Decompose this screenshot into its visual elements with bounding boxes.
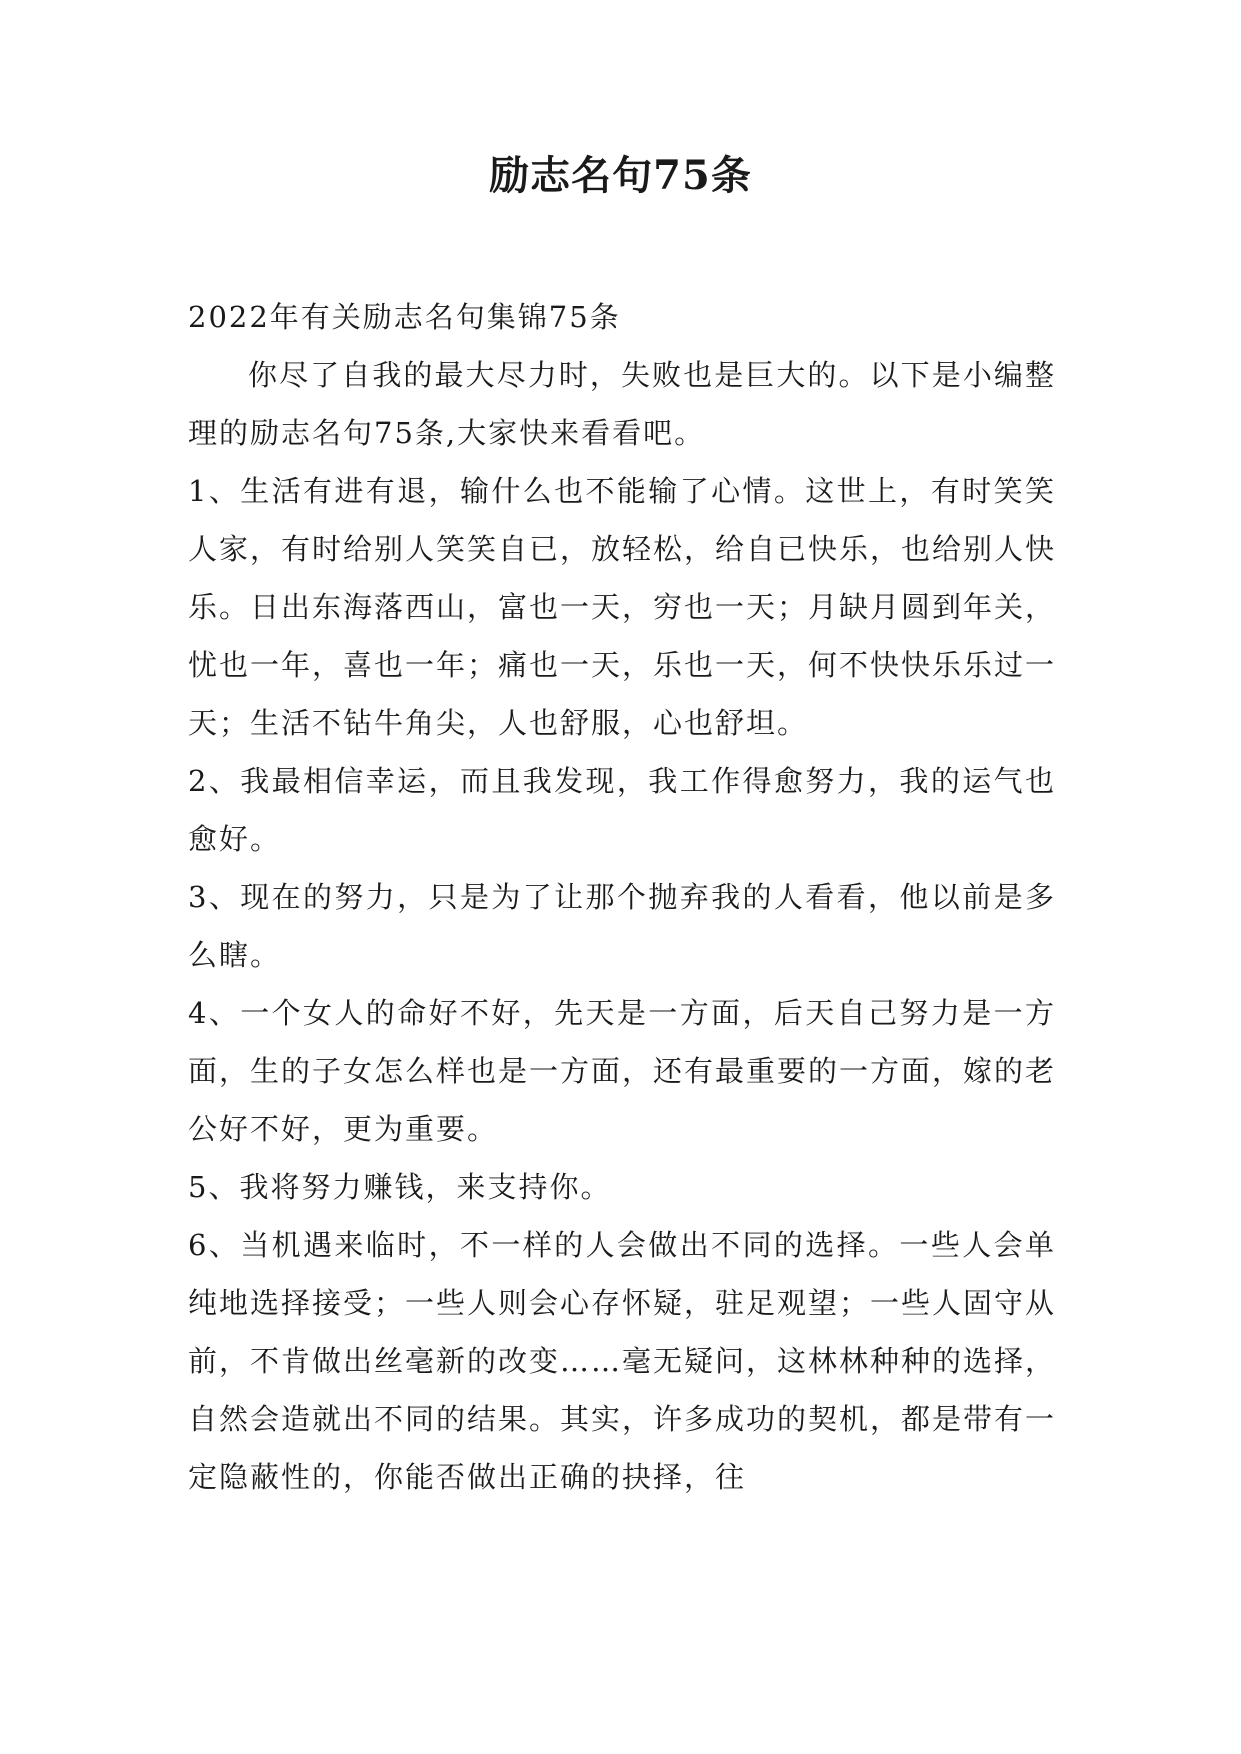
- document-title: 励志名句75条: [489, 152, 752, 199]
- quote-item-3: 3、现在的努力，只是为了让那个抛弃我的人看看，他以前是多么瞎。: [188, 880, 1056, 972]
- document-subtitle: 2022年有关励志名句集锦75条: [188, 300, 621, 334]
- quote-item-2: 2、我最相信幸运，而且我发现，我工作得愈努力，我的运气也愈好。: [188, 764, 1056, 856]
- quote-item-4: 4、一个女人的命好不好，先天是一方面，后天自己努力是一方面，生的子女怎么样也是一方面，还有最重要的一方面，嫁的老公好不好，更为重要。: [188, 996, 1057, 1146]
- quote-item-6: 6、当机遇来临时，不一样的人会做出不同的选择。一些人会单纯地选择接受；一些人则会心存怀疑，驻足观望；一些人固守从前，不肯做出丝毫新的改变……毫无疑问，这林林种种的选择，自然会造就出不同的结果。其实，许多成功的契机，都是带有一定隐蔽性的，你能否做出正确的抉择，往: [188, 1228, 1057, 1494]
- quote-item-1: 1、生活有进有退，输什么也不能输了心情。这世上，有时笑笑人家，有时给别人笑笑自已，放轻松，给自已快乐，也给别人快乐。日出东海落西山，富也一天，穷也一天；月缺月圆到年关，忧也一年，喜也一年；痛也一天，乐也一天，何不快快乐乐过一天；生活不钻牛角尖，人也舒服，心也舒坦。: [188, 474, 1057, 740]
- quote-item-5: 5、我将努力赚钱，来支持你。: [188, 1170, 612, 1204]
- document-body: [188, 288, 1056, 1506]
- intro-paragraph: 你尽了自我的最大尽力时，失败也是巨大的。以下是小编整理的励志名句75条,大家快来看看吧。: [188, 358, 1056, 450]
